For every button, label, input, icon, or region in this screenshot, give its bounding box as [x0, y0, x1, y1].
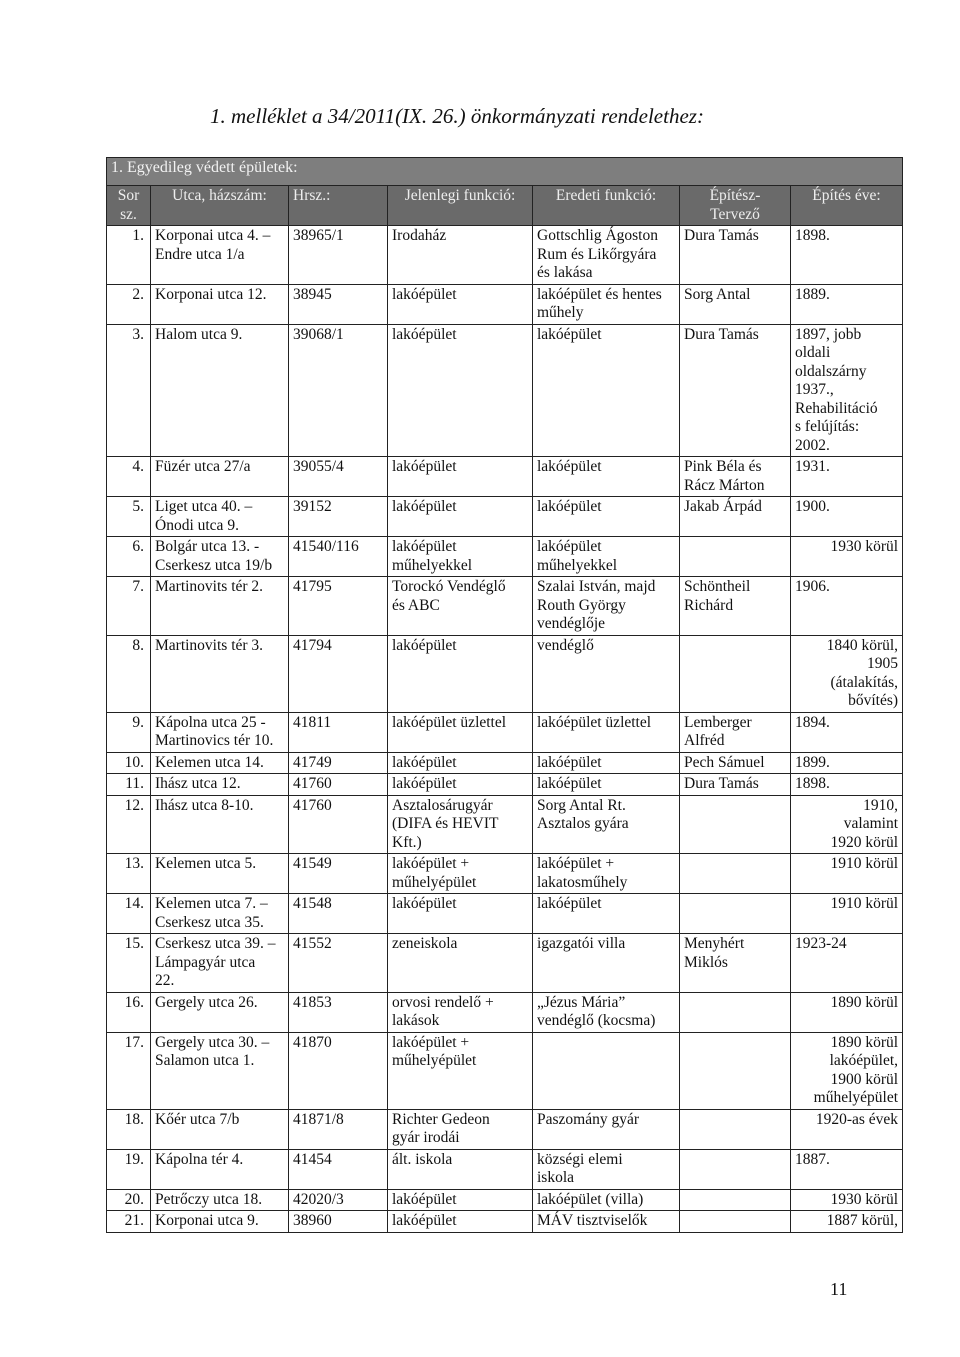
cell-build-year: 1920-as évek: [791, 1109, 903, 1149]
cell-hrsz: 41760: [289, 774, 388, 796]
cell-hrsz: 41549: [289, 854, 388, 894]
row-number: 14.: [107, 894, 151, 934]
table-row: [107, 1211, 903, 1233]
cell-hrsz: 41552: [289, 934, 388, 993]
cell-architect: [680, 1211, 791, 1233]
cell-build-year: 1910, valamint 1920 körül: [791, 795, 903, 854]
cell-hrsz: 41794: [289, 635, 388, 712]
cell-architect: Dura Tamás: [680, 226, 791, 285]
cell-architect: Schöntheil Richárd: [680, 577, 791, 636]
table-row: [107, 1189, 903, 1211]
col-header-build-year: Építés éve:: [791, 186, 903, 226]
cell-current-function: lakóépület: [388, 1189, 533, 1211]
cell-hrsz: 38945: [289, 284, 388, 324]
row-number: 2.: [107, 284, 151, 324]
row-number: 7.: [107, 577, 151, 636]
cell-original-function: Szalai István, majd Routh György vendéglője: [533, 577, 680, 636]
table-row: [107, 577, 903, 636]
cell-build-year: 1900.: [791, 497, 903, 537]
cell-build-year: 1890 körül lakóépület, 1900 körül műhelyépület: [791, 1032, 903, 1109]
cell-architect: Sorg Antal: [680, 284, 791, 324]
col-header-architect: Építész- Tervező: [680, 186, 791, 226]
cell-address: Korponai utca 9.: [151, 1211, 289, 1233]
cell-address: Martinovits tér 2.: [151, 577, 289, 636]
cell-architect: [680, 635, 791, 712]
row-number: 17.: [107, 1032, 151, 1109]
cell-hrsz: 41548: [289, 894, 388, 934]
page-number: 11: [830, 1279, 848, 1299]
row-number: 19.: [107, 1149, 151, 1189]
cell-architect: Pink Béla és Rácz Márton: [680, 457, 791, 497]
row-number: 1.: [107, 226, 151, 285]
cell-address: Martinovits tér 3.: [151, 635, 289, 712]
cell-original-function: Paszomány gyár: [533, 1109, 680, 1149]
cell-build-year: 1890 körül: [791, 992, 903, 1032]
row-number: 21.: [107, 1211, 151, 1233]
cell-architect: Dura Tamás: [680, 774, 791, 796]
cell-address: Halom utca 9.: [151, 324, 289, 457]
cell-architect: [680, 1109, 791, 1149]
table-row: [107, 795, 903, 854]
cell-hrsz: 39152: [289, 497, 388, 537]
cell-hrsz: 38965/1: [289, 226, 388, 285]
row-number: 5.: [107, 497, 151, 537]
cell-current-function: lakóépület + műhelyépület: [388, 854, 533, 894]
cell-build-year: 1894.: [791, 712, 903, 752]
table-row: [107, 324, 903, 457]
cell-build-year: 1930 körül: [791, 1189, 903, 1211]
cell-hrsz: 41760: [289, 795, 388, 854]
col-header-number: Sor sz.: [107, 186, 151, 226]
cell-current-function: orvosi rendelő + lakások: [388, 992, 533, 1032]
cell-address: Gergely utca 26.: [151, 992, 289, 1032]
cell-hrsz: 41540/116: [289, 537, 388, 577]
col-header-hrsz: Hrsz.:: [289, 186, 388, 226]
cell-address: Korponai utca 4. – Endre utca 1/a: [151, 226, 289, 285]
cell-architect: [680, 992, 791, 1032]
cell-build-year: 1887.: [791, 1149, 903, 1189]
cell-hrsz: 41749: [289, 752, 388, 774]
row-number: 11.: [107, 774, 151, 796]
cell-original-function: lakóépület: [533, 894, 680, 934]
protected-buildings-table: [106, 157, 903, 1233]
row-number: 3.: [107, 324, 151, 457]
table-row: [107, 992, 903, 1032]
table-row: [107, 712, 903, 752]
cell-original-function: lakóépület: [533, 497, 680, 537]
section-title: 1. Egyedileg védett épületek:: [107, 158, 903, 186]
cell-address: Füzér utca 27/a: [151, 457, 289, 497]
cell-original-function: lakóépület üzlettel: [533, 712, 680, 752]
cell-current-function: zeneiskola: [388, 934, 533, 993]
col-header-address: Utca, házszám:: [151, 186, 289, 226]
cell-original-function: lakóépület + lakatosműhely: [533, 854, 680, 894]
cell-address: Ihász utca 12.: [151, 774, 289, 796]
cell-current-function: lakóépület: [388, 894, 533, 934]
cell-current-function: lakóépület műhelyekkel: [388, 537, 533, 577]
cell-hrsz: 42020/3: [289, 1189, 388, 1211]
cell-build-year: 1840 körül, 1905 (átalakítás, bővítés): [791, 635, 903, 712]
cell-build-year: 1906.: [791, 577, 903, 636]
cell-architect: Lemberger Alfréd: [680, 712, 791, 752]
cell-architect: [680, 894, 791, 934]
cell-hrsz: 41454: [289, 1149, 388, 1189]
cell-current-function: ált. iskola: [388, 1149, 533, 1189]
cell-build-year: 1897, jobb oldali oldalszárny 1937., Rehabilitáció s felújítás: 2002.: [791, 324, 903, 457]
table-row: [107, 854, 903, 894]
cell-original-function: Sorg Antal Rt. Asztalos gyára: [533, 795, 680, 854]
cell-architect: Menyhért Miklós: [680, 934, 791, 993]
cell-build-year: 1923-24: [791, 934, 903, 993]
row-number: 4.: [107, 457, 151, 497]
cell-original-function: lakóépület: [533, 752, 680, 774]
cell-current-function: lakóépület: [388, 635, 533, 712]
document-heading: 1. melléklet a 34/2011(IX. 26.) önkormányzati rendelethez:: [210, 104, 704, 128]
header-row: [107, 186, 903, 226]
table-row: [107, 1109, 903, 1149]
cell-address: Kápolna utca 25 - Martinovics tér 10.: [151, 712, 289, 752]
cell-build-year: 1931.: [791, 457, 903, 497]
cell-address: Kelemen utca 14.: [151, 752, 289, 774]
cell-architect: [680, 1149, 791, 1189]
cell-current-function: lakóépület: [388, 497, 533, 537]
cell-current-function: lakóépület üzlettel: [388, 712, 533, 752]
cell-build-year: 1898.: [791, 226, 903, 285]
cell-original-function: községi elemi iskola: [533, 1149, 680, 1189]
cell-address: Kelemen utca 7. – Cserkesz utca 35.: [151, 894, 289, 934]
table-row: [107, 537, 903, 577]
cell-current-function: Asztalosárugyár (DIFA és HEVIT Kft.): [388, 795, 533, 854]
cell-address: Kőér utca 7/b: [151, 1109, 289, 1149]
row-number: 16.: [107, 992, 151, 1032]
cell-build-year: 1898.: [791, 774, 903, 796]
cell-current-function: lakóépület: [388, 752, 533, 774]
cell-hrsz: 41870: [289, 1032, 388, 1109]
cell-build-year: 1887 körül,: [791, 1211, 903, 1233]
cell-original-function: MÁV tisztviselők: [533, 1211, 680, 1233]
row-number: 10.: [107, 752, 151, 774]
section-title-row: [107, 158, 903, 186]
row-number: 18.: [107, 1109, 151, 1149]
row-number: 20.: [107, 1189, 151, 1211]
table-row: [107, 497, 903, 537]
cell-original-function: lakóépület (villa): [533, 1189, 680, 1211]
table-row: [107, 934, 903, 993]
cell-hrsz: 39055/4: [289, 457, 388, 497]
cell-hrsz: 41853: [289, 992, 388, 1032]
cell-original-function: vendéglő: [533, 635, 680, 712]
table-row: [107, 1149, 903, 1189]
cell-address: Kelemen utca 5.: [151, 854, 289, 894]
cell-architect: Jakab Árpád: [680, 497, 791, 537]
cell-original-function: [533, 1032, 680, 1109]
cell-build-year: 1899.: [791, 752, 903, 774]
cell-address: Bolgár utca 13. - Cserkesz utca 19/b: [151, 537, 289, 577]
row-number: 9.: [107, 712, 151, 752]
col-header-original-function: Eredeti funkció:: [533, 186, 680, 226]
cell-address: Petrőczy utca 18.: [151, 1189, 289, 1211]
cell-current-function: Irodaház: [388, 226, 533, 285]
table-row: [107, 635, 903, 712]
cell-build-year: 1889.: [791, 284, 903, 324]
cell-current-function: Richter Gedeon gyár irodái: [388, 1109, 533, 1149]
cell-original-function: igazgatói villa: [533, 934, 680, 993]
col-header-current-function: Jelenlegi funkció:: [388, 186, 533, 226]
table-row: [107, 752, 903, 774]
cell-hrsz: 41871/8: [289, 1109, 388, 1149]
cell-architect: Pech Sámuel: [680, 752, 791, 774]
cell-address: Kápolna tér 4.: [151, 1149, 289, 1189]
cell-original-function: lakóépület: [533, 774, 680, 796]
cell-address: Liget utca 40. – Ónodi utca 9.: [151, 497, 289, 537]
cell-current-function: lakóépület + műhelyépület: [388, 1032, 533, 1109]
cell-build-year: 1910 körül: [791, 854, 903, 894]
cell-current-function: lakóépület: [388, 324, 533, 457]
cell-architect: [680, 795, 791, 854]
cell-current-function: lakóépület: [388, 774, 533, 796]
cell-build-year: 1910 körül: [791, 894, 903, 934]
row-number: 13.: [107, 854, 151, 894]
cell-original-function: „Jézus Mária” vendéglő (kocsma): [533, 992, 680, 1032]
cell-original-function: lakóépület: [533, 324, 680, 457]
cell-original-function: lakóépület: [533, 457, 680, 497]
cell-hrsz: 38960: [289, 1211, 388, 1233]
cell-current-function: lakóépület: [388, 284, 533, 324]
row-number: 6.: [107, 537, 151, 577]
cell-original-function: lakóépület és hentes műhely: [533, 284, 680, 324]
cell-hrsz: 41811: [289, 712, 388, 752]
table-row: [107, 1032, 903, 1109]
table-row: [107, 894, 903, 934]
cell-address: Cserkesz utca 39. – Lámpagyár utca 22.: [151, 934, 289, 993]
table-row: [107, 457, 903, 497]
row-number: 12.: [107, 795, 151, 854]
cell-original-function: Gottschlig Ágoston Rum és Likőrgyára és lakása: [533, 226, 680, 285]
cell-current-function: lakóépület: [388, 457, 533, 497]
cell-build-year: 1930 körül: [791, 537, 903, 577]
table-row: [107, 226, 903, 285]
cell-address: Korponai utca 12.: [151, 284, 289, 324]
cell-architect: [680, 1189, 791, 1211]
row-number: 15.: [107, 934, 151, 993]
cell-current-function: Torockó Vendéglő és ABC: [388, 577, 533, 636]
cell-architect: Dura Tamás: [680, 324, 791, 457]
cell-hrsz: 39068/1: [289, 324, 388, 457]
cell-architect: [680, 537, 791, 577]
table-row: [107, 774, 903, 796]
cell-hrsz: 41795: [289, 577, 388, 636]
row-number: 8.: [107, 635, 151, 712]
cell-address: Ihász utca 8-10.: [151, 795, 289, 854]
cell-architect: [680, 854, 791, 894]
cell-address: Gergely utca 30. – Salamon utca 1.: [151, 1032, 289, 1109]
cell-architect: [680, 1032, 791, 1109]
cell-original-function: lakóépület műhelyekkel: [533, 537, 680, 577]
table-row: [107, 284, 903, 324]
cell-current-function: lakóépület: [388, 1211, 533, 1233]
